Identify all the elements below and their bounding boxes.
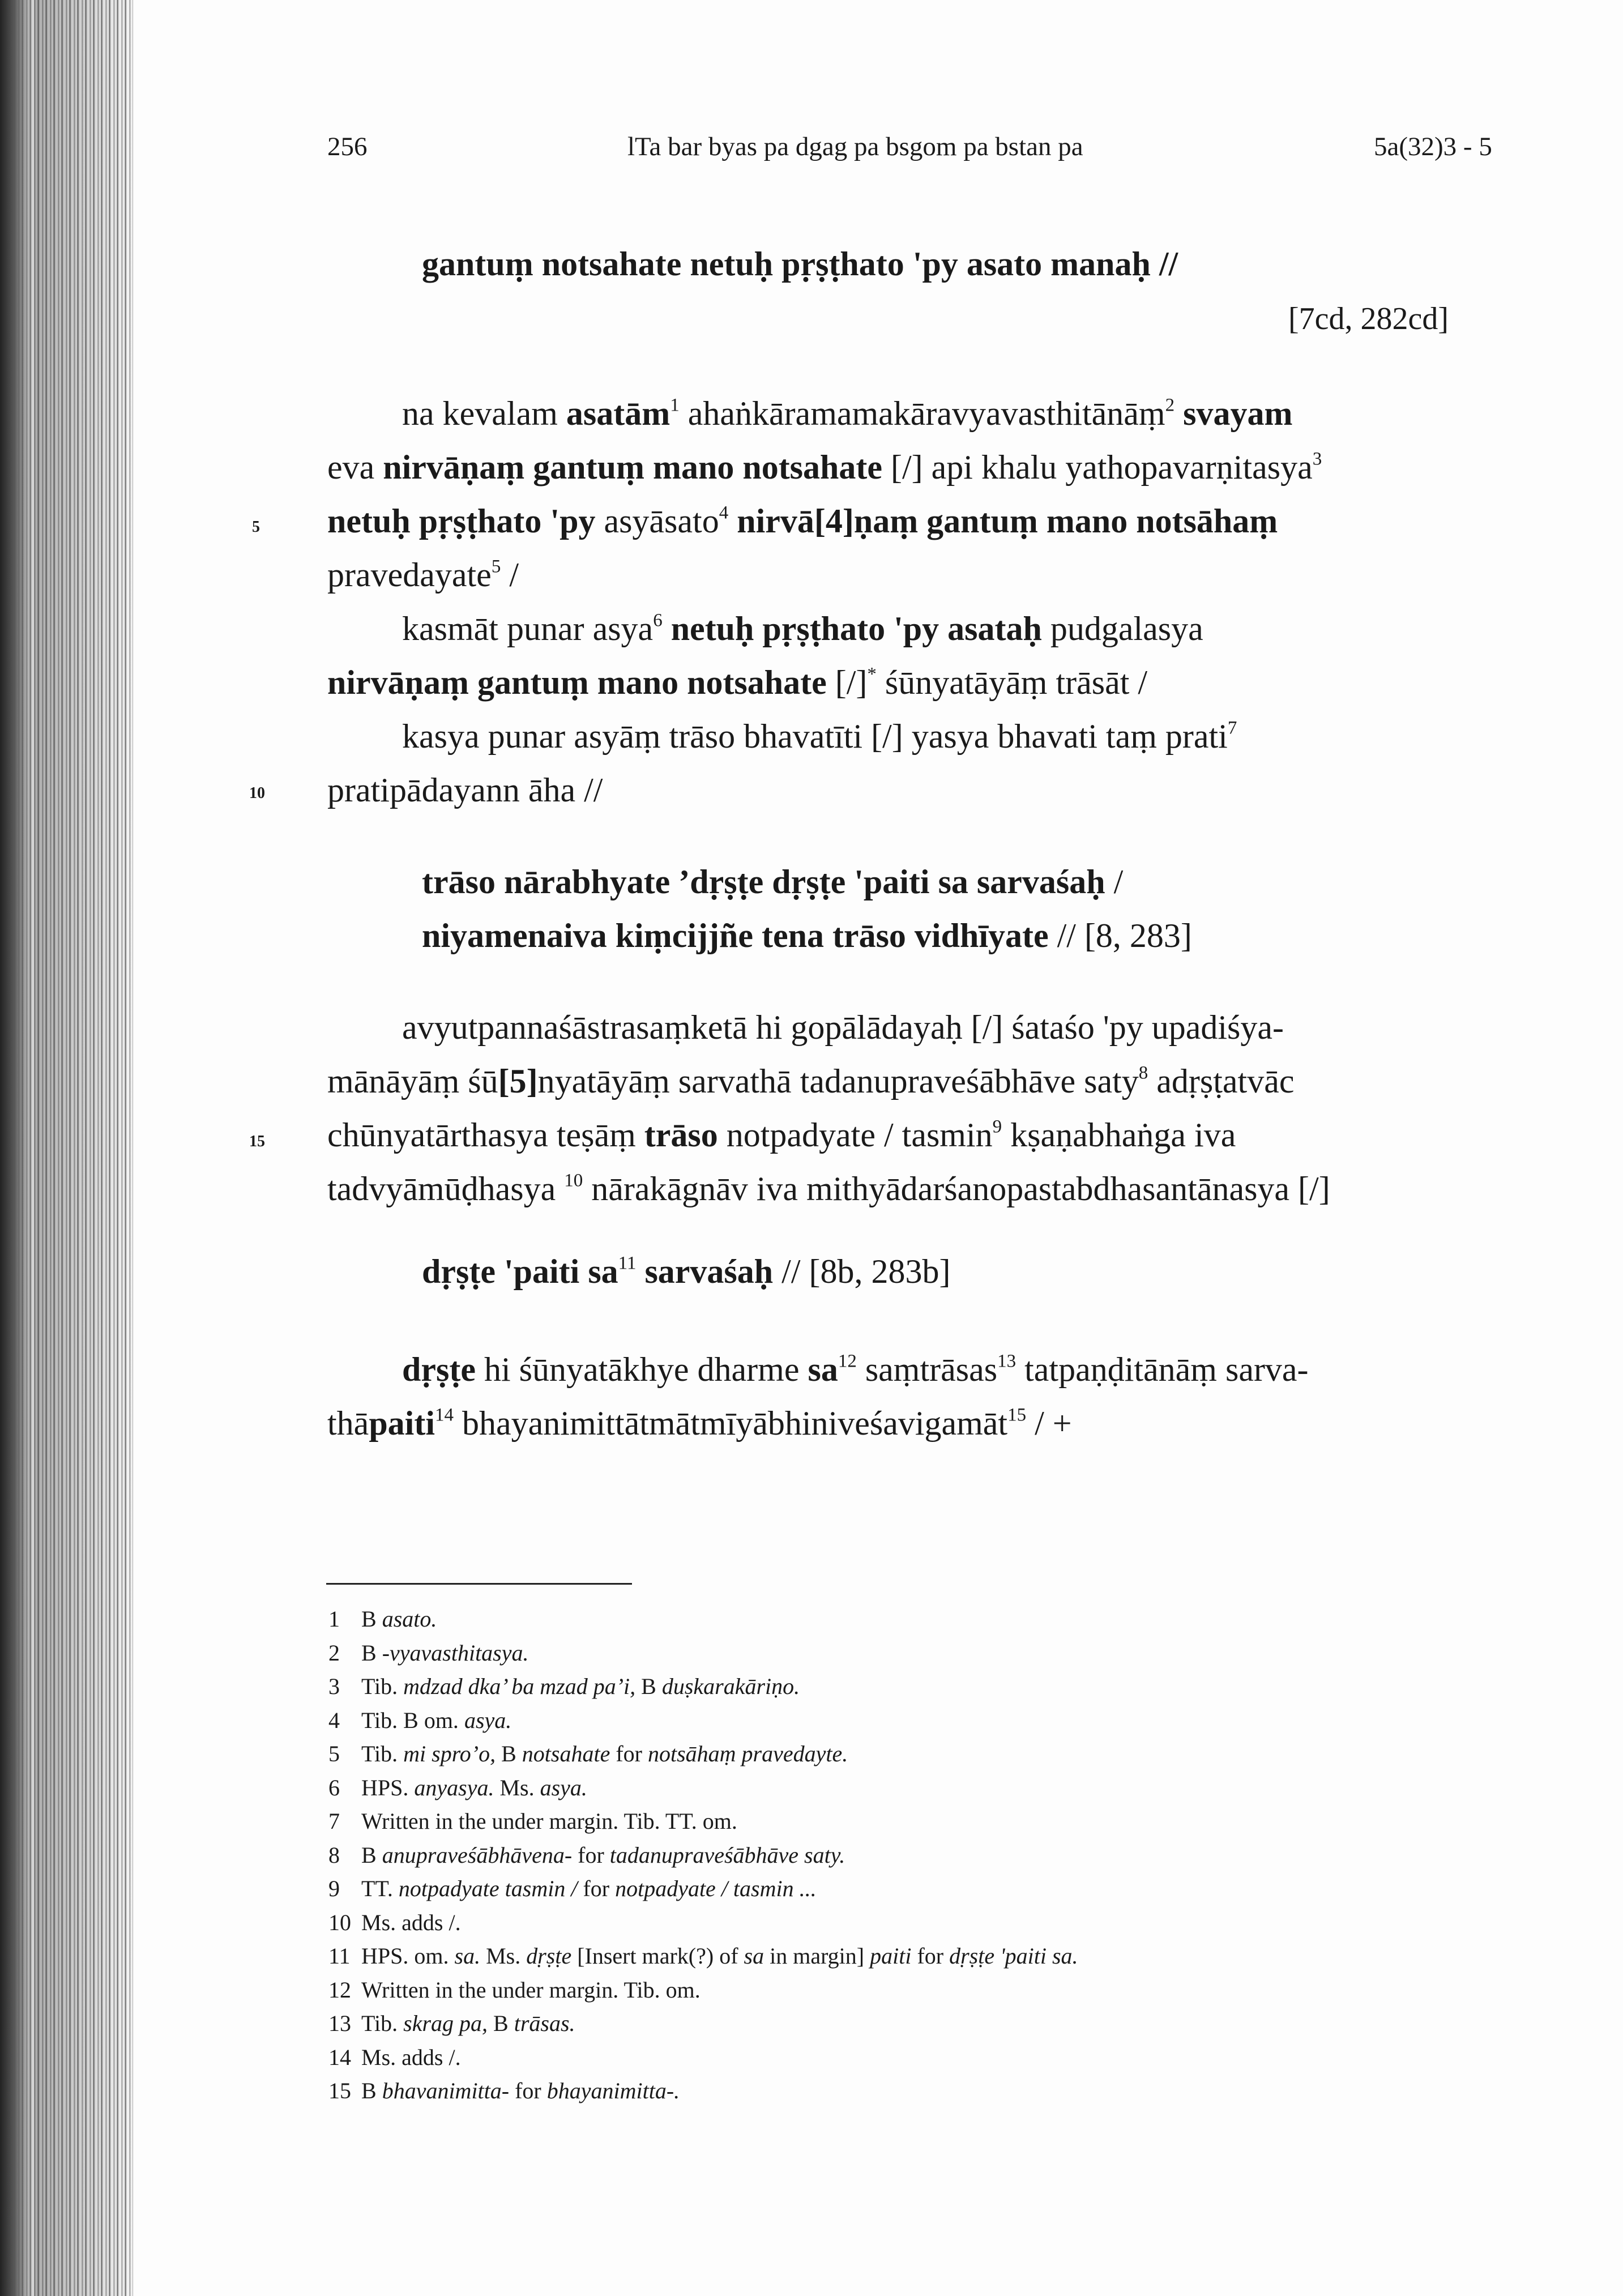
footnote-number: 1 (328, 1606, 340, 1632)
footnote-text: notsāhaṃ pravedayte. (647, 1741, 848, 1766)
line-number-5: 5 (252, 518, 260, 536)
footnote-text: Tib. (361, 2011, 404, 2036)
footnote-text: for (610, 1741, 648, 1766)
footnote-number: 11 (328, 1943, 351, 1969)
footnote-separator-rule (326, 1583, 632, 1585)
footnote-item (328, 1740, 848, 1767)
footnote-item (328, 1977, 701, 2003)
footnote-text: anyasya. (414, 1774, 494, 1800)
footnote-text: Written in the under margin. Tib. TT. om. (361, 1808, 737, 1834)
footnote-text: dṛṣṭe (526, 1943, 572, 1969)
footnote-text: in margin] (764, 1943, 870, 1969)
verse-3-line: dṛṣṭe 'paiti $sa^{11}$ sarvaśaḥ // [8b, 283b] (422, 1253, 951, 1290)
commentary-1-line-4: pravedayate$^5$ / (327, 556, 519, 594)
footnote-text: Tib. (361, 1674, 404, 1699)
footnote-number: 6 (328, 1774, 340, 1800)
footnote-text: dṛṣṭe 'paiti sa. (949, 1943, 1078, 1969)
footnote-text: for (572, 1842, 610, 1868)
footnote-number: 14 (328, 2044, 351, 2070)
footnote-text: Written in the under margin. Tib. om. (361, 1977, 701, 2003)
footnote-item (328, 1707, 511, 1734)
commentary-1-line-2: eva nirvāṇaṃ gantuṃ mano notsahate [/] api khalu yathopavarṇitasya$^3$ (327, 449, 1322, 486)
footnote-item (328, 1909, 461, 1936)
commentary-1-line-5: kasmāt punar asya$^6$ netuḥ pṛṣṭhato 'py asataḥ pudgalasya (402, 610, 1203, 647)
footnote-item (328, 2077, 680, 2104)
footnote-text: anupraveśābhāvena- (382, 1842, 573, 1868)
footnote-item (328, 1640, 529, 1666)
footnote-text: bhavanimitta- (382, 2078, 510, 2103)
footnote-number: 4 (328, 1707, 340, 1733)
footnote-text: HPS. om. (361, 1943, 455, 1969)
footnote-text: sa (744, 1943, 764, 1969)
commentary-2-line-3: chūnyatārthasya teṣāṃ trāso notpadyate / tasmin$^9$ kṣaṇabhaṅga iva (327, 1116, 1236, 1154)
verse-1-reference: [7cd, 282cd] (1288, 301, 1449, 336)
footnote-text: B (488, 2011, 514, 2036)
book-page-edge (0, 0, 133, 2296)
footnote-text: Ms. adds /. (361, 2044, 461, 2070)
footnote-text: for (911, 1943, 950, 1969)
footnote-text: mi spro’o, (403, 1741, 496, 1766)
footnote-text: B (496, 1741, 522, 1766)
commentary-1-line-8: pratipādayann āha // (327, 771, 603, 809)
footnote-text: trāsas. (514, 2011, 575, 2036)
footnote-item (328, 1808, 737, 1834)
running-title: lTa bar byas pa dgag pa bsgom pa bstan pa (627, 132, 1083, 161)
footnote-number: 10 (328, 1909, 351, 1935)
footnote-text: for (509, 2078, 547, 2103)
footnote-number: 7 (328, 1808, 340, 1834)
footnote-text: B (361, 1640, 382, 1666)
footnote-number: 13 (328, 2011, 351, 2036)
footnote-item (328, 1673, 800, 1700)
commentary-3-line-2: thāpaiti$^{14}$ bhayanimittātmātmīyābhiniveśavigamāt$^{15}$ / + (327, 1405, 1072, 1442)
footnote-text: sa. (454, 1943, 481, 1969)
commentary-2-line-2: mānāyāṃ śū[5]nyatāyāṃ sarvathā tadanupraveśābhāve saty$^8$ adṛṣṭatvāc (327, 1062, 1295, 1100)
line-number-10: 10 (249, 784, 265, 802)
footnote-text: Ms. (494, 1774, 540, 1800)
footnote-item (328, 1943, 1078, 1969)
footnote-number: 2 (328, 1640, 340, 1666)
footnote-text: [Insert mark(?) of (571, 1943, 744, 1969)
footnote-text: B (361, 1842, 382, 1868)
footnote-text: B (635, 1674, 662, 1699)
page-number: 256 (327, 132, 368, 161)
footnote-number: 5 (328, 1741, 340, 1766)
footnote-item (328, 1875, 817, 1902)
line-number-15: 15 (249, 1133, 265, 1150)
footnote-text: paiti (870, 1943, 912, 1969)
footnote-number: 15 (328, 2078, 351, 2103)
footnote-text: Ms. adds /. (361, 1909, 461, 1935)
footnote-text: mdzad dka’ ba mzad pa’i, (403, 1674, 636, 1699)
commentary-1-line-7: kasya punar asyāṃ trāso bhavatīti [/] yasya bhavati taṃ prati$^7$ (402, 718, 1237, 755)
footnote-number: 3 (328, 1674, 340, 1699)
footnote-text: Tib. (361, 1741, 404, 1766)
footnote-item (328, 1774, 587, 1801)
footnote-text: tadanupraveśābhāve saty. (609, 1842, 845, 1868)
commentary-1-line-3: netuḥ pṛṣṭhato 'py asyāsato$^4$ nirvā[4]ṇaṃ gantuṃ mano notsāhaṃ (327, 502, 1278, 540)
footnote-text: skrag pa, (403, 2011, 488, 2036)
footnote-number: 9 (328, 1876, 340, 1901)
footnote-text: Ms. (480, 1943, 527, 1969)
commentary-2-line-4: tadvyāmūḍhasya $^{10}$ nārakāgnāv iva mithyādarśanopastabdhasantānasya [/] (327, 1170, 1330, 1207)
footnote-text: TT. (361, 1876, 399, 1901)
footnote-number: 8 (328, 1842, 340, 1868)
verse-2-line-1: trāso nārabhyate ’dṛṣṭe dṛṣṭe 'paiti sa sarvaśaḥ / (422, 863, 1124, 901)
footnote-item (328, 2044, 461, 2071)
verse-1-line: gantuṃ notsahate netuḥ pṛṣṭhato 'py asato manaḥ // (422, 245, 1178, 283)
footnote-text: -vyavasthitasya. (382, 1640, 529, 1666)
footnote-text: B (361, 1606, 382, 1632)
commentary-2-line-1: avyutpannaśāstrasaṃketā hi gopālādayaḥ [/] śataśo 'py upadiśya- (402, 1009, 1284, 1046)
footnote-item (328, 1842, 845, 1868)
commentary-3-line-1: dṛṣṭe hi śūnyatākhye dharme $sa^{12}$ saṃtrāsas$^{13}$ tatpaṇḍitānāṃ sarva- (402, 1351, 1309, 1388)
folio-reference: 5a(32)3 - 5 (1374, 132, 1492, 161)
footnote-text: asato. (382, 1606, 437, 1632)
footnote-text: HPS. (361, 1774, 415, 1800)
footnote-number: 12 (328, 1977, 351, 2003)
footnote-text: Tib. B om. (361, 1707, 464, 1733)
footnote-text: asya. (464, 1707, 512, 1733)
commentary-1-line-6: nirvāṇaṃ gantuṃ mano notsahate [/]* śūnyatāyāṃ trāsāt / (327, 664, 1148, 701)
footnote-text: notsahate (522, 1741, 610, 1766)
footnote-text: notpadyate tasmin / (398, 1876, 578, 1901)
footnote-item (328, 2010, 575, 2037)
footnote-text: bhayanimitta-. (546, 2078, 680, 2103)
footnote-item (328, 1606, 437, 1632)
footnote-text: B (361, 2078, 382, 2103)
footnote-text: duṣkarakāriṇo. (661, 1674, 800, 1699)
footnote-text: asya. (540, 1774, 587, 1800)
footnote-text: for (577, 1876, 616, 1901)
commentary-1-line-1: na kevalam asatām$^1$ ahaṅkāramamakāravyavasthitānāṃ$^2$ svayam (402, 395, 1293, 432)
verse-2-line-2: niyamenaiva kiṃcijjñe tena trāso vidhīyate // [8, 283] (422, 917, 1192, 954)
footnote-text: notpadyate / tasmin ... (615, 1876, 817, 1901)
